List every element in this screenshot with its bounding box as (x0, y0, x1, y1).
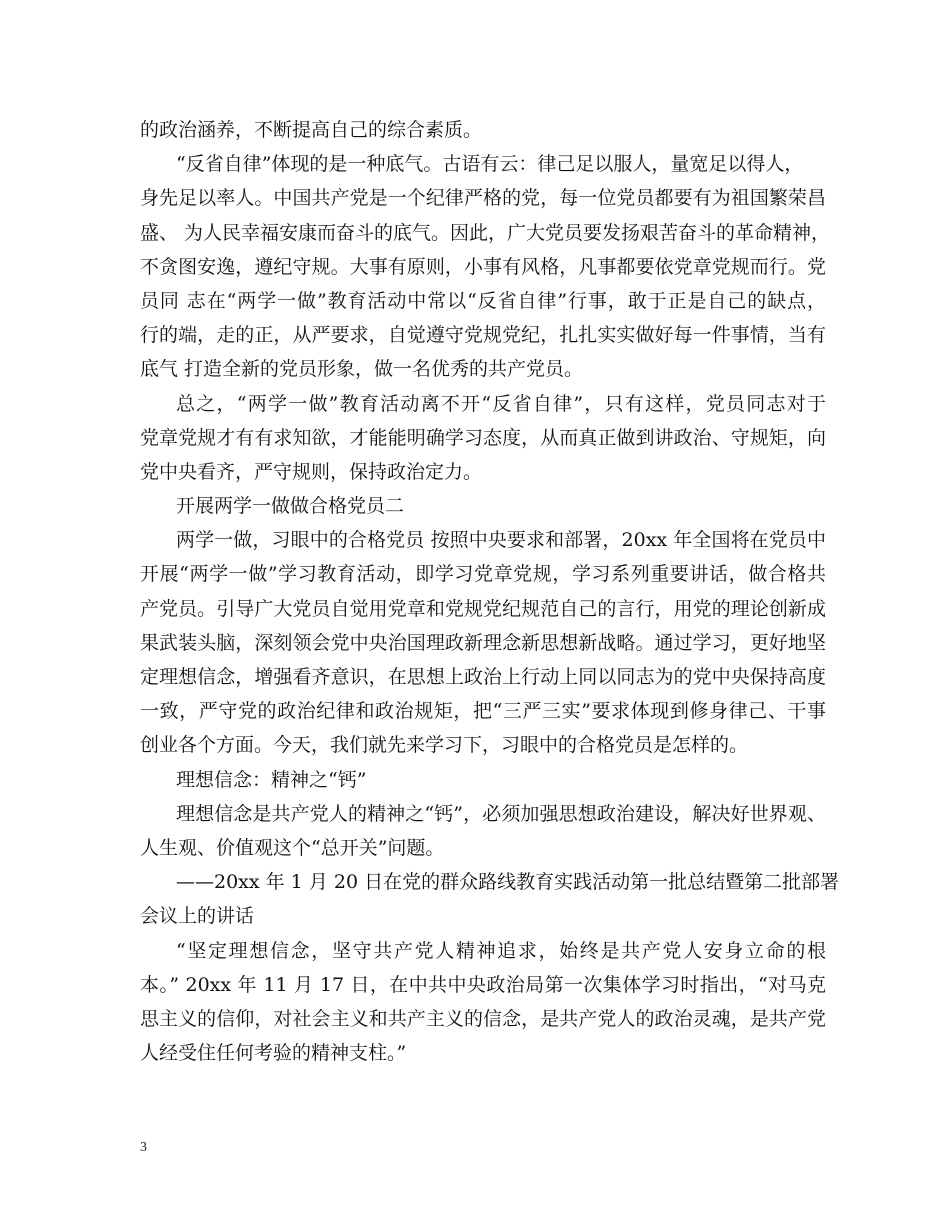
text-line: 两学一做，习眼中的合格党员 按照中央要求和部署，20xx 年全国将在党员中 (176, 529, 826, 552)
text-line: 开展两学一做做合格党员二 (176, 495, 405, 518)
text-line: 总之，“两学一做”教育活动离不开“反省自律”，只有这样，党员同志对于 (176, 392, 826, 415)
text-line: 的政治涵养，不断提高自己的综合素质。 (140, 119, 483, 141)
page-number: 3 (140, 1140, 147, 1155)
text-line: 一致，严守党的政治纪律和政治规矩，把“三严三实”要求体现到修身律己、干事 (140, 700, 826, 723)
text-line: 底气 打造全新的党员形象，做一名优秀的共产党员。 (140, 358, 584, 381)
text-line: 理想信念：精神之“钙” (176, 768, 367, 791)
text-line: “坚定理想信念，坚守共产党人精神追求，始终是共产党人安身立命的根 (176, 939, 826, 962)
text-line: 人生观、价值观这个“总开关”问题。 (140, 836, 445, 859)
text-line: 开展“两学一做”学习教育活动，即学习党章党规，学习系列重要讲话，做合格共 (140, 563, 826, 586)
text-line: 不贪图安逸，遵纪守规。大事有原则，小事有风格，凡事都要依党章党规而行。党 (140, 255, 826, 278)
text-line: 理想信念是共产党人的精神之“钙”，必须加强思想政治建设，解决好世界观、 (176, 802, 826, 825)
text-line: 产党员。引导广大党员自觉用党章和党规党纪规范自己的言行，用党的理论创新成 (140, 597, 826, 620)
text-line: 会议上的讲话 (140, 905, 255, 928)
text-line: 定理想信念，增强看齐意识，在思想上政治上行动上同以同志为的党中央保持高度 (140, 666, 826, 688)
text-line: “反省自律”体现的是一种底气。古语有云：律己足以服人，量宽足以得人， (176, 153, 804, 176)
text-line: 员同 志在“两学一做”教育活动中常以“反省自律”行事，敢于正是自己的缺点， (140, 289, 826, 312)
text-line: 创业各个方面。今天，我们就先来学习下，习眼中的合格党员是怎样的。 (140, 734, 749, 757)
text-line: 人经受住任何考验的精神支柱。” (140, 1042, 407, 1065)
text-line: 行的端，走的正，从严要求，自觉遵守党规党纪，扎扎实实做好每一件事情，当有 (140, 324, 826, 347)
text-line: 盛、 为人民幸福安康而奋斗的底气。因此，广大党员要发扬艰苦奋斗的革命精神， (140, 221, 831, 244)
text-line: 党中央看齐，严守规则，保持政治定力。 (140, 460, 483, 483)
text-line: 党章党规才有有求知欲，才能能明确学习态度，从而真正做到讲政治、守规矩，向 (140, 426, 826, 449)
text-line: 身先足以率人。中国共产党是一个纪律严格的党，每一位党员都要有为祖国繁荣昌 (140, 187, 826, 210)
text-line: 思主义的信仰，对社会主义和共产主义的信念，是共产党人的政治灵魂，是共产党 (140, 1007, 826, 1030)
body-text (140, 113, 840, 1070)
text-line: ——20xx 年 1 月 20 日在党的群众路线教育实践活动第一批总结暨第二批部署 (176, 871, 840, 894)
text-line: 本。” 20xx 年 11 月 17 日，在中共中央政治局第一次集体学习时指出，“对马克 (140, 973, 826, 996)
text-line: 果武装头脑，深刻领会党中央治国理政新理念新思想新战略。通过学习，更好地坚 (140, 631, 826, 654)
